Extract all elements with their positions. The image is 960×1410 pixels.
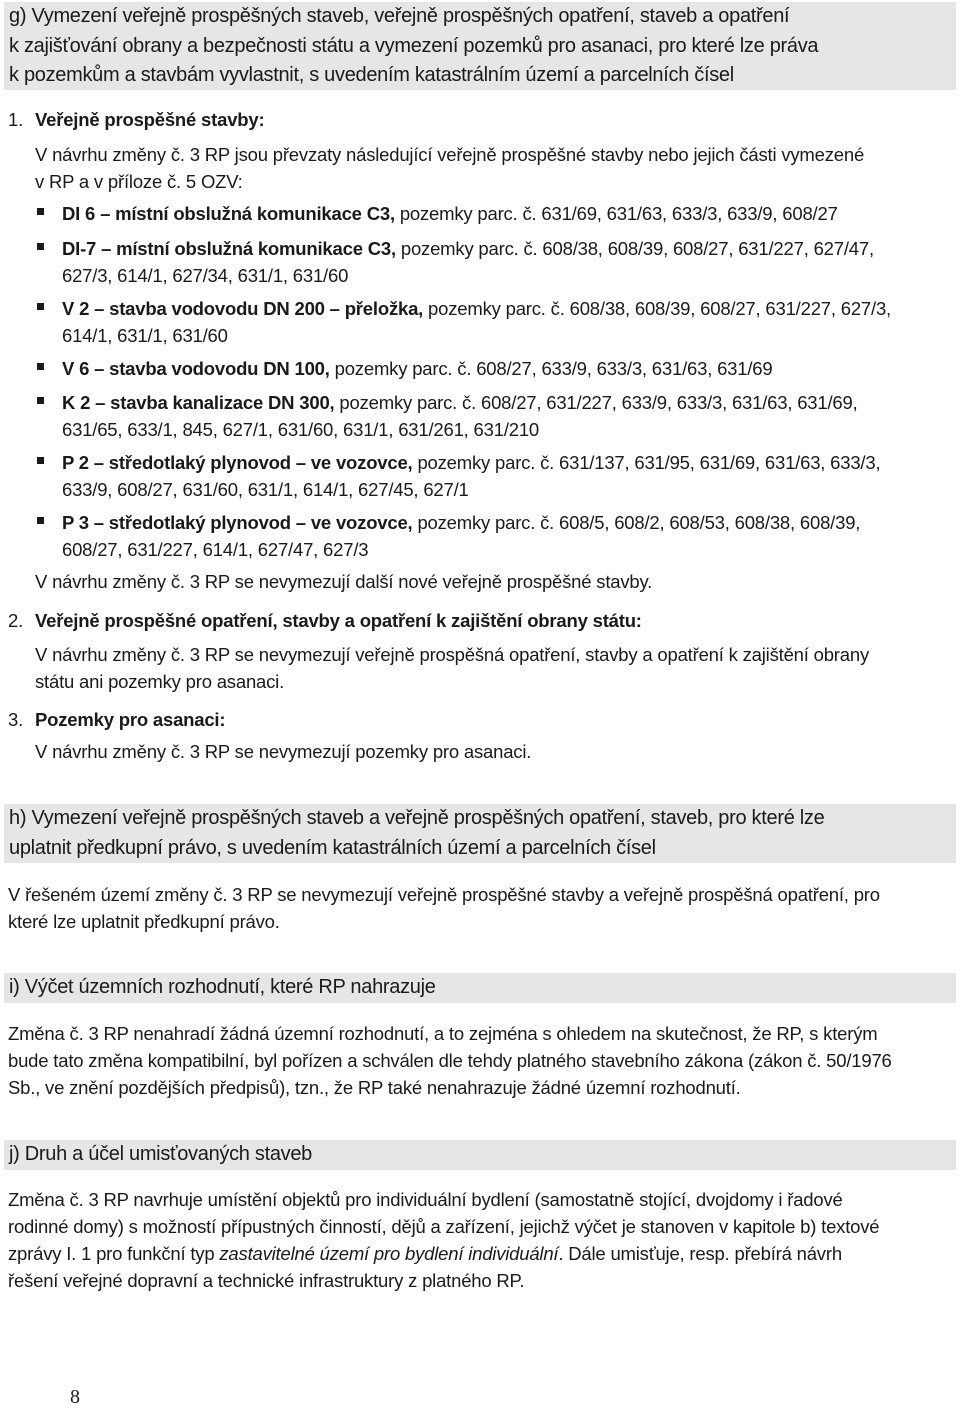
section-g-heading — [4, 2, 956, 90]
item-parcels: pozemky parc. č. 608/27, 631/227, 633/9, 633/3, 631/63, 631/69, — [334, 392, 858, 413]
heading-line: uplatnit předkupní právo, s uvedením katastrálních území a parcelních čísel — [9, 836, 656, 859]
section-i-heading — [4, 973, 956, 1003]
item-parcels-cont: 608/27, 631/227, 614/1, 627/47, 627/3 — [62, 539, 369, 560]
section-h-heading — [4, 804, 956, 863]
paragraph-line: V návrhu změny č. 3 RP se nevymezují další nové veřejně prospěšné stavby. — [35, 571, 653, 592]
paragraph-line: V návrhu změny č. 3 RP jsou převzaty následující veřejně prospěšné stavby nebo jejich části vymezené — [35, 144, 865, 165]
bullet-icon — [37, 397, 44, 404]
text-run: zprávy I. 1 pro funkční typ — [8, 1243, 220, 1264]
bullet-icon — [37, 243, 44, 250]
item-number: 2. — [8, 610, 24, 631]
bullet-icon — [37, 208, 44, 215]
paragraph-line: V řešeném území změny č. 3 RP se nevymezují veřejně prospěšné stavby a veřejně prospěšná opatření, pro — [8, 884, 880, 905]
paragraph-line: rodinné domy) s možností přípustných činností, dějů a zařízení, jejichž výčet je stanoven v kapitole b) textové — [8, 1216, 880, 1237]
heading-line: k zajišťování obrany a bezpečnosti státu a vymezení pozemků pro asanaci, pro které lze práva — [9, 34, 819, 57]
section-j-heading — [4, 1140, 956, 1170]
item-name: P 2 – středotlaký plynovod – ve vozovce, — [62, 452, 413, 473]
list-item — [62, 512, 860, 534]
bullet-icon — [37, 363, 44, 370]
heading-line: g) Vymezení veřejně prospěšných staveb, veřejně prospěšných opatření, staveb a opatření — [9, 5, 790, 27]
page-number: 8 — [70, 1386, 80, 1408]
bullet-icon — [37, 457, 44, 464]
item-parcels-cont: 614/1, 631/1, 631/60 — [62, 325, 228, 346]
paragraph-line: Změna č. 3 RP navrhuje umístění objektů pro individuální bydlení (samostatně stojící, dvojdomy i řadové — [8, 1189, 843, 1210]
text-run: . Dále umisťuje, resp. přebírá návrh — [558, 1243, 842, 1264]
item-parcels: pozemky parc. č. 608/38, 608/39, 608/27, 631/227, 627/47, — [395, 238, 874, 259]
paragraph-line: V návrhu změny č. 3 RP se nevymezují veřejně prospěšná opatření, stavby a opatření k zajištění obrany — [35, 644, 869, 665]
bullet-icon — [37, 303, 44, 310]
item-parcels: pozemky parc. č. 608/27, 633/9, 633/3, 631/63, 631/69 — [329, 358, 773, 379]
item-parcels: pozemky parc. č. 608/38, 608/39, 608/27, 631/227, 627/3, — [423, 298, 891, 319]
bullet-icon — [37, 517, 44, 524]
paragraph-line: v RP a v příloze č. 5 OZV: — [35, 171, 243, 192]
item-parcels: pozemky parc. č. 608/5, 608/2, 608/53, 608/38, 608/39, — [412, 512, 861, 533]
heading-line: h) Vymezení veřejně prospěšných staveb a veřejně prospěšných opatření, staveb, pro které lze — [9, 807, 825, 829]
item-name: P 3 – středotlaký plynovod – ve vozovce, — [62, 512, 413, 533]
heading-line: j) Druh a účel umisťovaných staveb — [9, 1143, 312, 1165]
paragraph-line: Změna č. 3 RP nenahradí žádná územní rozhodnutí, a to zejména s ohledem na skutečnost, že RP, s kterým — [8, 1023, 878, 1044]
heading-line: i) Výčet územních rozhodnutí, které RP nahrazuje — [9, 976, 436, 998]
paragraph-line: státu ani pozemky pro asanaci. — [35, 671, 285, 692]
list-item — [62, 298, 891, 320]
item-parcels-cont: 627/3, 614/1, 627/34, 631/1, 631/60 — [62, 265, 349, 286]
paragraph-line: které lze uplatnit předkupní právo. — [8, 911, 280, 932]
list-item — [62, 238, 874, 260]
paragraph-line: bude tato změna kompatibilní, byl pořízen a schválen dle tehdy platného stavebního zákona (zákon č. 50/1976 — [8, 1050, 892, 1071]
paragraph-line: řešení veřejné dopravní a technické infrastruktury z platného RP. — [8, 1270, 525, 1291]
item-parcels-cont: 631/65, 633/1, 845, 627/1, 631/60, 631/1, 631/261, 631/210 — [62, 419, 540, 440]
item-name: V 6 – stavba vodovodu DN 100, — [62, 358, 330, 379]
item-name: V 2 – stavba vodovodu DN 200 – přeložka, — [62, 298, 424, 319]
subsection-title: Veřejně prospěšné opatření, stavby a opatření k zajištění obrany státu: — [35, 610, 642, 631]
list-item — [62, 452, 880, 474]
item-parcels-cont: 633/9, 608/27, 631/60, 631/1, 614/1, 627/45, 627/1 — [62, 479, 469, 500]
item-number: 1. — [8, 109, 24, 130]
item-name: K 2 – stavba kanalizace DN 300, — [62, 392, 335, 413]
paragraph-line — [8, 1243, 842, 1265]
subsection-title: Pozemky pro asanaci: — [35, 709, 226, 730]
item-parcels: pozemky parc. č. 631/69, 631/63, 633/3, 633/9, 608/27 — [394, 203, 838, 224]
item-parcels: pozemky parc. č. 631/137, 631/95, 631/69, 631/63, 633/3, — [412, 452, 881, 473]
paragraph-line: V návrhu změny č. 3 RP se nevymezují pozemky pro asanaci. — [35, 741, 532, 762]
subsection-title: Veřejně prospěšné stavby: — [35, 109, 265, 130]
italic-term: zastavitelné území pro bydlení individuální — [219, 1243, 559, 1264]
item-number: 3. — [8, 709, 24, 730]
item-name: DI 6 – místní obslužná komunikace C3, — [62, 203, 395, 224]
list-item — [62, 358, 772, 380]
list-item — [62, 203, 838, 225]
paragraph-line: Sb., ve znění pozdějších předpisů), tzn., že RP také nenahrazuje žádné územní rozhodnutí. — [8, 1077, 741, 1098]
item-name: DI-7 – místní obslužná komunikace C3, — [62, 238, 396, 259]
heading-line: k pozemkům a stavbám vyvlastnit, s uvedením katastrálním území a parcelních čísel — [9, 64, 734, 86]
list-item — [62, 392, 858, 414]
